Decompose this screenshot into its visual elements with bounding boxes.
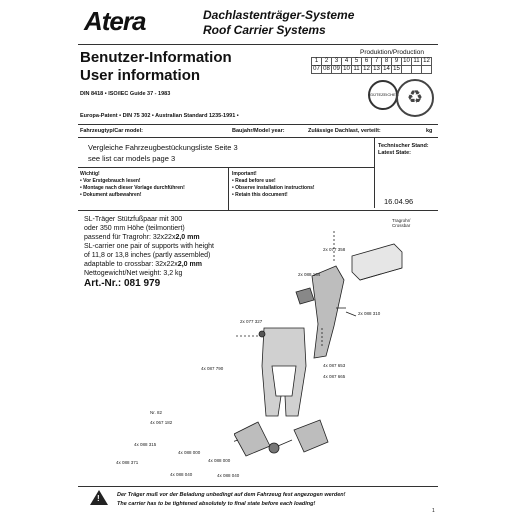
recycle-icon: ♻ bbox=[396, 79, 434, 117]
patent-line: Europa-Patent • DIN 75 302 • Australian Standard 1235-1991 • bbox=[80, 113, 239, 119]
divider bbox=[228, 168, 229, 210]
part-label: Nr. 82 bbox=[150, 410, 163, 415]
important-en-item: • Read before use! bbox=[232, 178, 276, 184]
production-cell: 9 bbox=[392, 58, 402, 66]
tech-status-label: Technischer Stand: bbox=[378, 143, 429, 149]
spec-line: adaptable to crossbar: 32x22x2,0 mm bbox=[84, 261, 202, 268]
part-label: 4x 088 040 bbox=[170, 472, 193, 477]
part-label: 4x 087 790 bbox=[201, 366, 224, 371]
divider bbox=[78, 44, 438, 45]
part-label: 4x 088 371 bbox=[116, 460, 139, 465]
product-spec bbox=[84, 215, 214, 288]
production-cell: 4 bbox=[342, 58, 352, 66]
part-label: 4x 067 182 bbox=[150, 420, 173, 425]
production-cell: 10 bbox=[403, 58, 410, 64]
production-cell: 08 bbox=[323, 66, 330, 72]
important-de bbox=[80, 171, 185, 199]
important-en-title: Important! bbox=[232, 171, 257, 177]
divider bbox=[78, 210, 438, 211]
important-en-item: • Observe installation instructions! bbox=[232, 185, 315, 191]
important-en-item: • Retain this document! bbox=[232, 192, 288, 198]
page-title-en: User information bbox=[80, 67, 201, 84]
divider bbox=[78, 124, 438, 125]
production-table bbox=[311, 57, 432, 74]
divider bbox=[78, 137, 438, 138]
page-title-de: Benutzer-Information bbox=[80, 49, 232, 66]
production-cell: 09 bbox=[333, 66, 340, 72]
important-de-item: • Dokument aufbewahren! bbox=[80, 192, 142, 198]
divider bbox=[78, 167, 374, 168]
atera-logo: Atera bbox=[84, 6, 146, 36]
important-de-title: Wichtig! bbox=[80, 171, 100, 177]
important-de-item: • Montage nach dieser Vorlage durchführen! bbox=[80, 185, 185, 191]
production-cell: 2 bbox=[322, 58, 332, 66]
production-cell: 10 bbox=[343, 66, 350, 72]
standards-line: DIN 8418 • ISO/IEC Guide 37 - 1983 bbox=[80, 91, 171, 97]
car-list-reference-de: Vergleiche Fahrzeugbestückungsliste Seite 3 bbox=[88, 143, 238, 152]
spec-line: passend für Tragrohr: 32x22x2,0 mm bbox=[84, 234, 200, 241]
footer-warning-de: Der Träger muß vor der Beladung unbedingt auf dem Fahrzeug fest angezogen werden! bbox=[117, 492, 346, 498]
production-row-years bbox=[312, 66, 432, 74]
production-cell: 15 bbox=[393, 66, 400, 72]
part-label: 4x 088 315 bbox=[134, 442, 157, 447]
divider bbox=[78, 486, 438, 487]
production-cell: 13 bbox=[373, 66, 380, 72]
status-date: 16.04.96 bbox=[384, 197, 414, 206]
roof-load-unit: kg bbox=[426, 128, 433, 134]
quality-seal-icon: GÜTEZEICHEN bbox=[368, 80, 398, 110]
production-cell: 3 bbox=[332, 58, 342, 66]
footer-warning-en: The carrier has to be tightened absolutely to final state before each loading! bbox=[117, 501, 316, 507]
car-list-reference-en: see list car models page 3 bbox=[88, 154, 176, 163]
roof-load-label: Zulässige Dachlast, verteilt: bbox=[308, 128, 381, 134]
part-label: 4x 087 665 bbox=[323, 374, 346, 379]
part-label: 2x 077 358 bbox=[323, 247, 346, 252]
production-cell: 12 bbox=[363, 66, 370, 72]
production-cell: 6 bbox=[362, 58, 372, 66]
spec-line: oder 350 mm Höhe (teilmontiert) bbox=[84, 225, 185, 232]
latest-state-label: Latest State: bbox=[378, 150, 412, 156]
part-label: 2x 088 164 bbox=[298, 272, 321, 277]
spec-line: Nettogewicht/Net weight: 3,2 kg bbox=[84, 270, 183, 277]
part-label: 4x 088 000 bbox=[208, 458, 231, 463]
production-cell: 7 bbox=[372, 58, 382, 66]
important-en bbox=[232, 171, 315, 199]
model-year-label: Baujahr/Model year: bbox=[232, 128, 285, 134]
part-label: 4x 088 000 bbox=[178, 450, 201, 455]
production-cell: 8 bbox=[382, 58, 392, 66]
page-number: 1 bbox=[432, 508, 435, 514]
important-de-item: • Vor Erstgebrauch lesen! bbox=[80, 178, 141, 184]
part-label: 2x 077 327 bbox=[240, 319, 263, 324]
part-label: 4x 087 653 bbox=[323, 363, 346, 368]
article-number: Art.-Nr.: 081 979 bbox=[84, 278, 161, 289]
production-cell: 14 bbox=[383, 66, 390, 72]
vehicle-type-label: Fahrzeugtyp/Car model: bbox=[80, 128, 143, 134]
production-cell: 12 bbox=[423, 58, 430, 64]
production-cell: 11 bbox=[413, 58, 420, 64]
spec-line: SL-Träger Stützfußpaar mit 300 bbox=[84, 216, 183, 223]
divider bbox=[374, 138, 375, 208]
spec-line: of 11,8 or 13,8 inches (partly assembled) bbox=[84, 252, 211, 259]
production-cell: 11 bbox=[353, 66, 360, 72]
spec-line: SL-carrier one pair of supports with height bbox=[84, 243, 214, 250]
warning-exclamation-icon: ! bbox=[97, 494, 100, 503]
part-label: 2x 088 310 bbox=[358, 311, 381, 316]
part-label: 4x 088 040 bbox=[217, 473, 240, 478]
production-cell: 07 bbox=[313, 66, 320, 72]
production-cell: 5 bbox=[352, 58, 362, 66]
crossbar-label: Tragrohr/ Crossbar bbox=[392, 218, 411, 228]
exploded-assembly-drawing bbox=[234, 216, 434, 486]
production-cell: 1 bbox=[312, 58, 322, 66]
production-label: Produktion/Production bbox=[360, 49, 424, 56]
tagline-de: Dachlastenträger-Systeme bbox=[203, 8, 355, 22]
tagline-en: Roof Carrier Systems bbox=[203, 23, 326, 37]
production-row-months bbox=[312, 58, 432, 66]
